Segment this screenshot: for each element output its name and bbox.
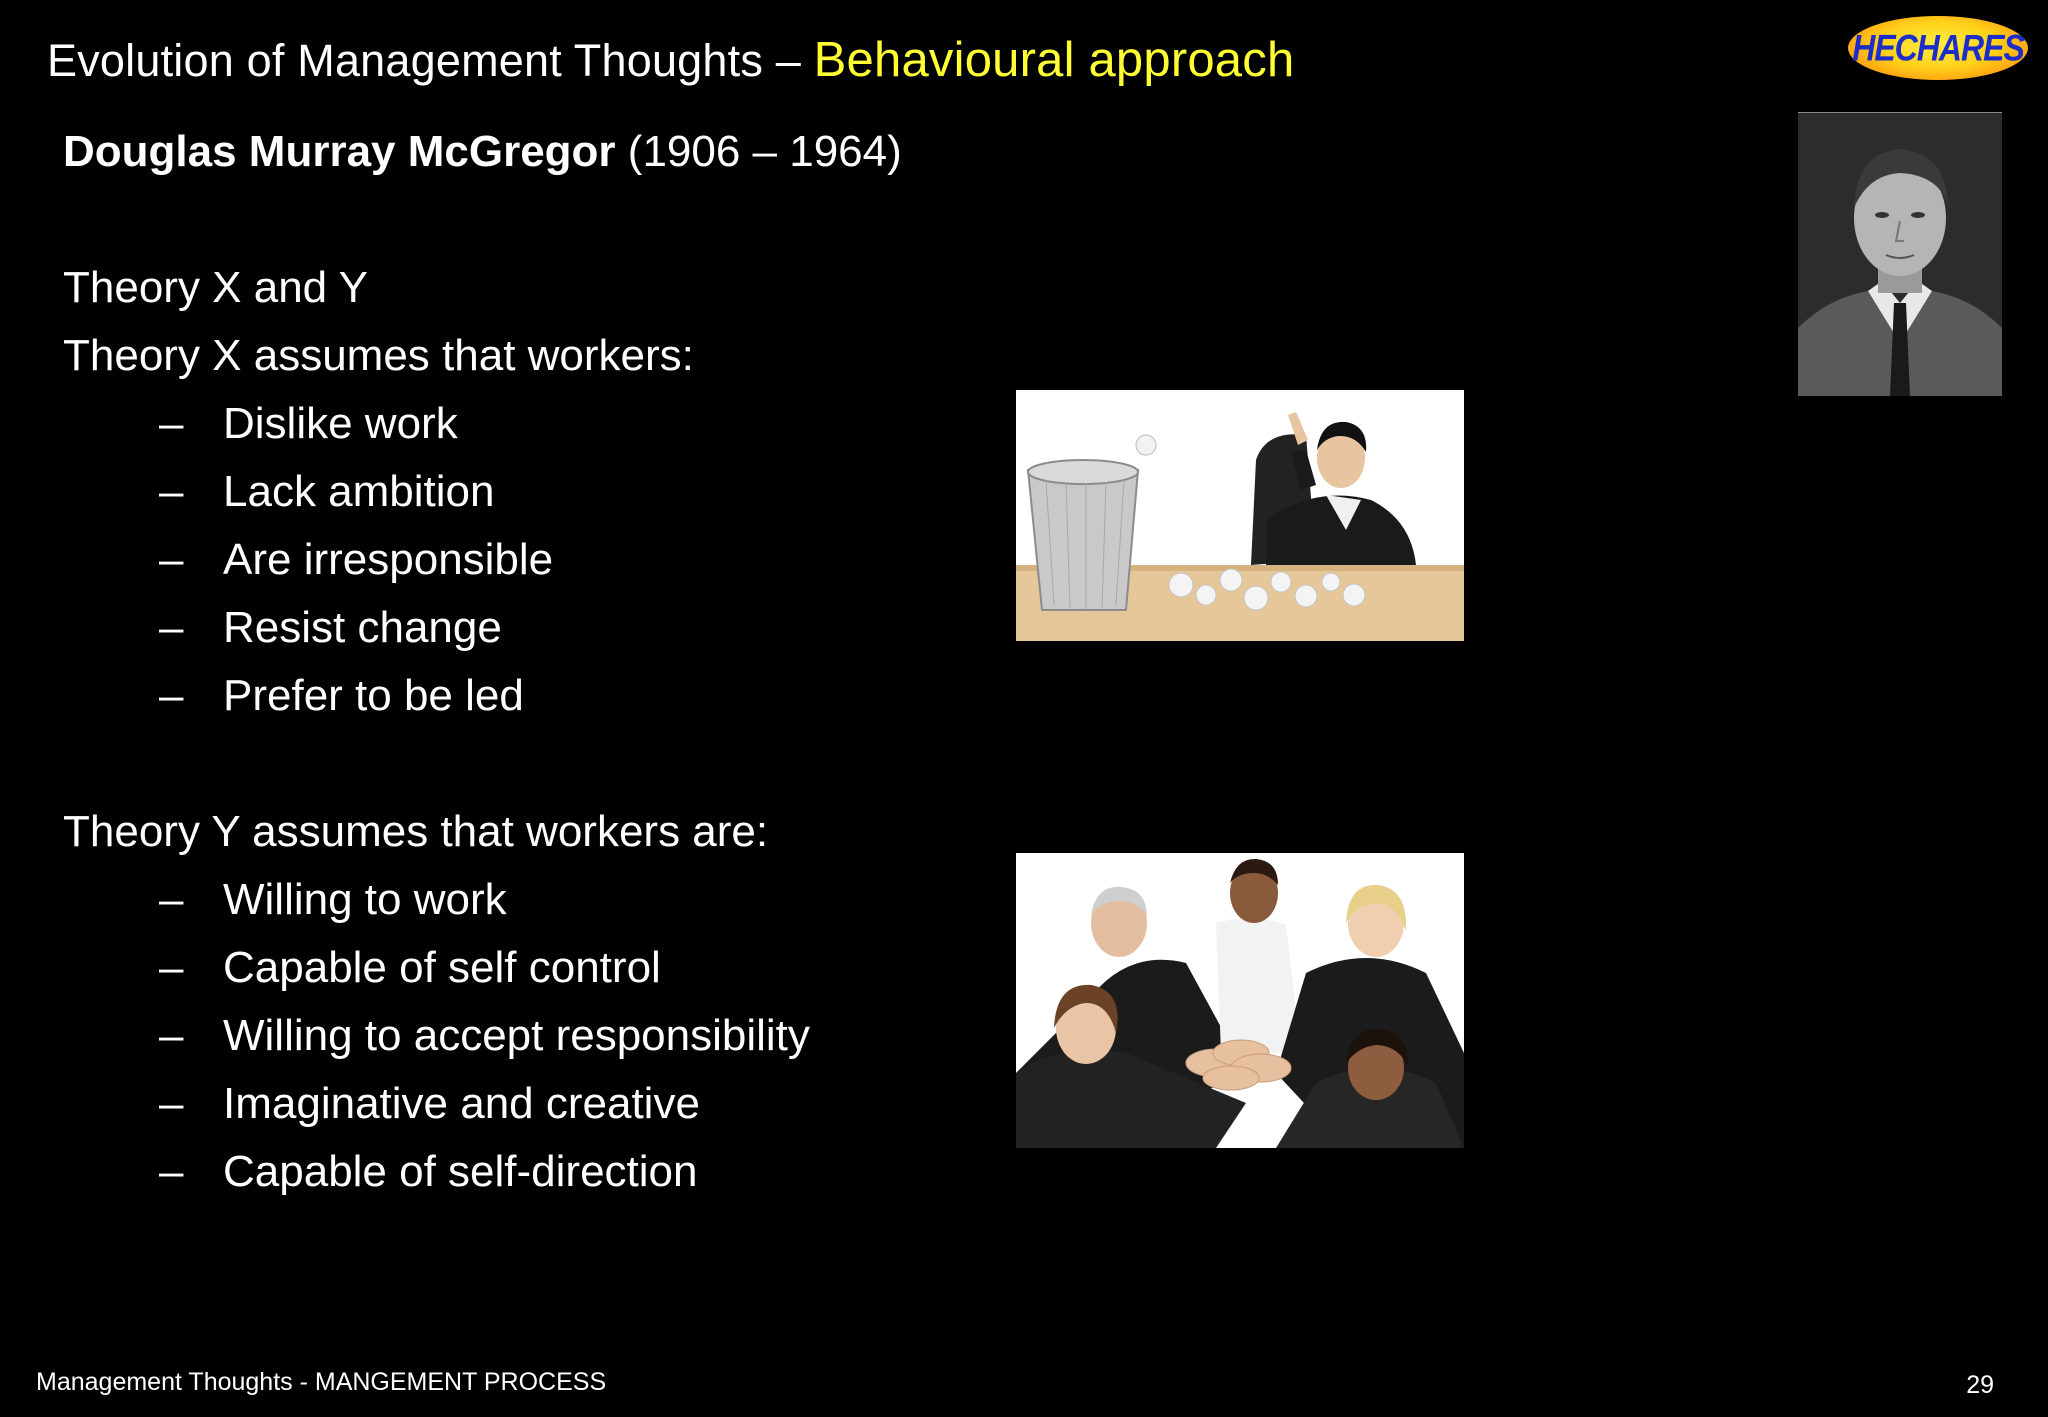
theory-x-item xyxy=(63,458,1003,526)
author-line xyxy=(63,118,1003,186)
bullet-dash: – xyxy=(159,535,184,584)
bullet-dash: – xyxy=(159,467,184,516)
theory-x-item xyxy=(63,526,1003,594)
theory-y-item xyxy=(63,866,1003,934)
theory-x-item-text: Dislike work xyxy=(223,399,458,448)
theory-y-item-text: Capable of self-direction xyxy=(223,1147,698,1196)
theory-y-item xyxy=(63,1070,1003,1138)
page-number: 29 xyxy=(1966,1371,1994,1399)
logo-text: HECHARES xyxy=(1852,26,2024,69)
theory-x-item-text: Prefer to be led xyxy=(223,671,524,720)
bullet-dash: – xyxy=(159,603,184,652)
author-years: (1906 – 1964) xyxy=(615,127,902,176)
theory-x-intro: Theory X assumes that workers: xyxy=(63,331,694,380)
theory-y-item xyxy=(63,1002,1003,1070)
spacer xyxy=(63,186,1003,254)
theory-x-item-text: Are irresponsible xyxy=(223,535,554,584)
theory-x-item-text: Resist change xyxy=(223,603,502,652)
bullet-dash: – xyxy=(159,399,184,448)
theory-y-intro: Theory Y assumes that workers are: xyxy=(63,807,769,856)
bullet-dash: – xyxy=(159,1079,184,1128)
spacer xyxy=(63,730,1003,798)
theory-y-item-text: Capable of self control xyxy=(223,943,661,992)
bullet-dash: – xyxy=(159,671,184,720)
theory-y-illustration-image xyxy=(1016,853,1464,1148)
hechares-logo xyxy=(1848,16,2028,80)
theory-x-item xyxy=(63,594,1003,662)
theory-y-item xyxy=(63,934,1003,1002)
theory-y-item-text: Willing to work xyxy=(223,875,507,924)
theory-heading: Theory X and Y xyxy=(63,263,368,312)
slide-content xyxy=(63,118,1003,1206)
footer-text: Management Thoughts - MANGEMENT PROCESS xyxy=(36,1368,607,1396)
title-highlight: Behavioural approach xyxy=(813,33,1295,87)
theory-y-item-text: Willing to accept responsibility xyxy=(223,1011,810,1060)
bullet-dash: – xyxy=(159,875,184,924)
slide-title xyxy=(47,30,1294,91)
theory-x-item xyxy=(63,390,1003,458)
mcgregor-portrait-image xyxy=(1798,112,2002,396)
theory-y-item-text: Imaginative and creative xyxy=(223,1079,700,1128)
bullet-dash: – xyxy=(159,1011,184,1060)
theory-x-item xyxy=(63,662,1003,730)
theory-y-item xyxy=(63,1138,1003,1206)
theory-x-item-text: Lack ambition xyxy=(223,467,495,516)
author-name: Douglas Murray McGregor xyxy=(63,127,616,176)
bullet-dash: – xyxy=(159,943,184,992)
title-prefix: Evolution of Management Thoughts – xyxy=(47,35,814,86)
theory-x-illustration-image xyxy=(1016,390,1464,641)
bullet-dash: – xyxy=(159,1147,184,1196)
